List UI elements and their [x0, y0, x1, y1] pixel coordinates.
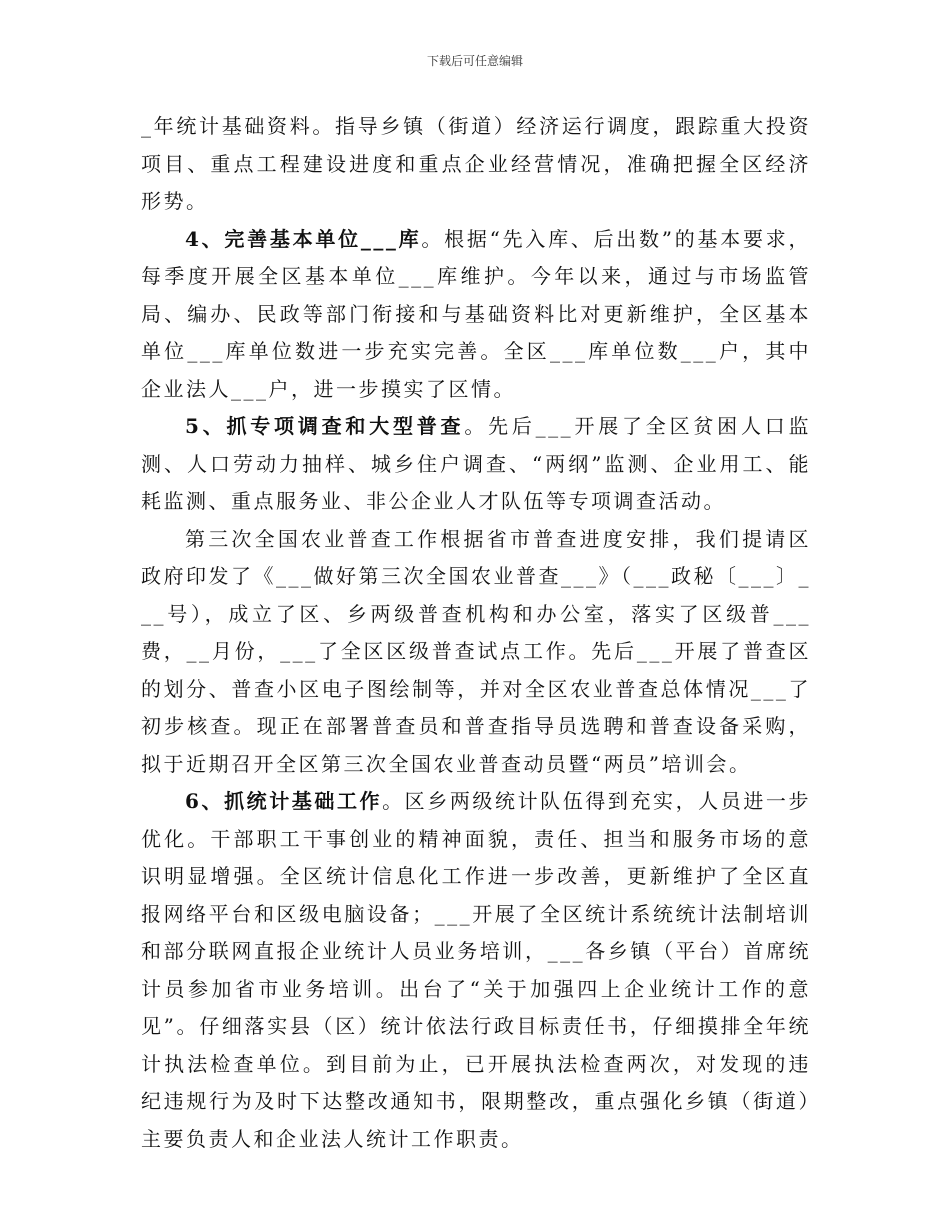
section-heading-6: 6、抓统计基础工作	[185, 789, 383, 813]
paragraph-text: 。根据“先入库、后出数”的基本要求，每季度开展全区基本单位___库维护。今年以来，通过与市场监管局、编办、民政等部门衔接和与基础资料比对更新维护，全区基本单位___库单位数进一步充实完善。全区___库单位数___户，其中企业法人___户，进一步摸实了区情。	[141, 226, 811, 401]
section-heading-4: 4、完善基本单位___库	[185, 226, 422, 251]
paragraph-text: 。区乡两级统计队伍得到充实，人员进一步优化。干部职工干事创业的精神面貌，责任、担当和服务市场的意识明显增强。全区统计信息化工作进一步改善，更新维护了全区直报网络平台和区级电脑设备；___开展了全区统计系统统计法制培训和部分联网直报企业统计人员业务培训，___各乡镇（平台）首席统计员参加省市业务培训。出台了“关于加强四上企业统计工作的意见”。仔细落实县（区）统计依法行政目标责任书，仔细摸排全年统计执法检查单位。到目前为止，已开展执法检查两次，对发现的违纪违规行为及时下达整改通知书，限期整改，重点强化乡镇（街道）主要负责人和企业法人统计工作职责。	[141, 789, 811, 1151]
paragraph-agricultural-census	[141, 521, 811, 784]
paragraph-text: 第三次全国农业普查工作根据省市普查进度安排，我们提请区政府印发了《___做好第三次全国农业普查___》（___政秘〔___〕___号），成立了区、乡两级普查机构和办公室，落实了区级普___费，__月份，___了全区区级普查试点工作。先后___开展了普查区的划分、普查小区电子图绘制等，并对全区农业普查总体情况___了初步核查。现正在部署普查员和普查指导员选聘和普查设备采购，拟于近期召开全区第三次全国农业普查动员暨“两员”培训会。	[141, 526, 811, 776]
paragraph-text: _年统计基础资料。指导乡镇（街道）经济运行调度，跟踪重大投资项目、重点工程建设进度和重点企业经营情况，准确把握全区经济形势。	[141, 114, 811, 213]
paragraph-statistics-foundation	[141, 783, 811, 1158]
paragraph-basic-unit-database	[141, 221, 811, 409]
paragraph-continuation	[141, 108, 811, 221]
document-body	[141, 108, 811, 1158]
page-header-note: 下载后可任意编辑	[426, 54, 523, 68]
paragraph-special-surveys	[141, 408, 811, 521]
paragraph-text: 。先后___开展了全区贫困人口监测、人口劳动力抽样、城乡住户调查、“两纲”监测、企业用工、能耗监测、重点服务业、非公企业人才队伍等专项调查活动。	[141, 414, 812, 513]
section-heading-5: 5、抓专项调查和大型普查	[185, 414, 465, 438]
